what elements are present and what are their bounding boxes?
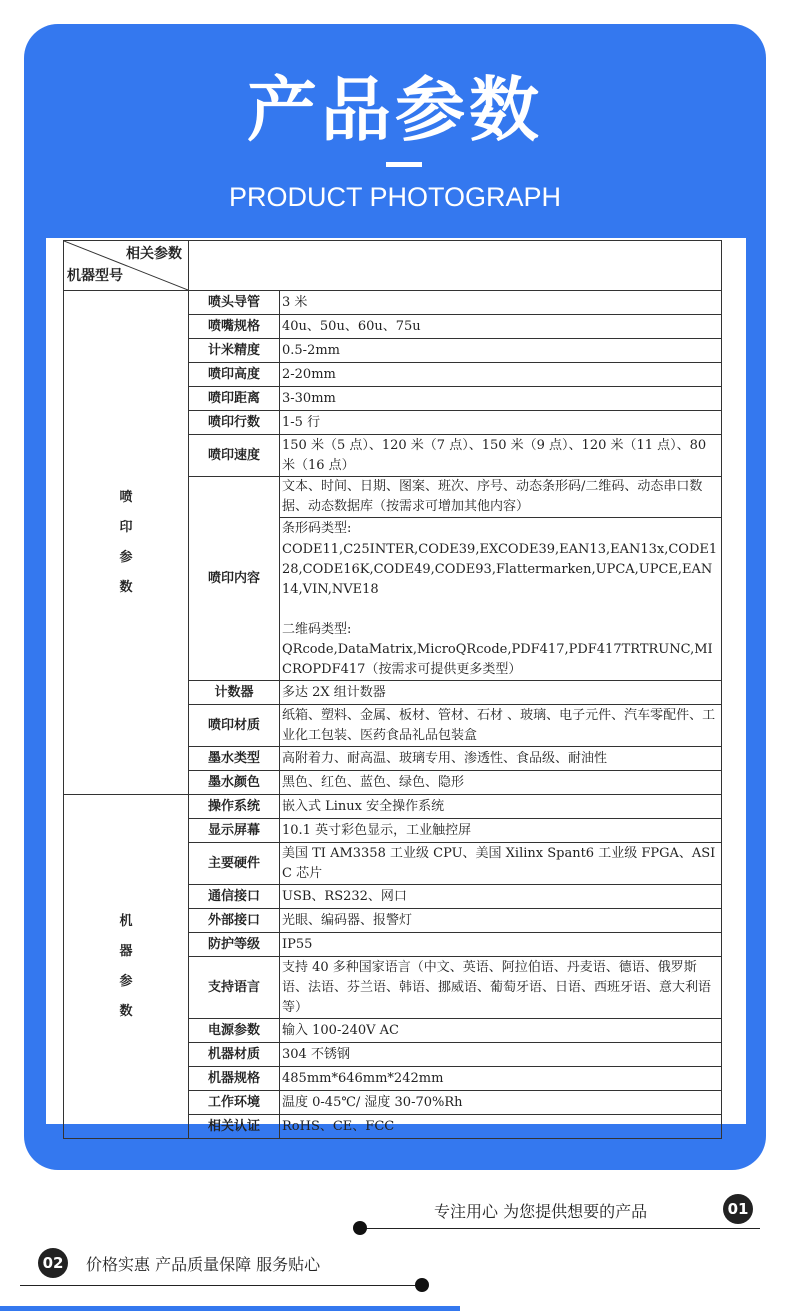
param-name: 机器规格 xyxy=(189,1067,280,1091)
page-subtitle: PRODUCT PHOTOGRAPH xyxy=(228,182,562,212)
param-name: 机器材质 xyxy=(189,1043,280,1067)
group-char: 参 xyxy=(119,973,133,989)
barcode-list: CODE11,C25INTER,CODE39,EXCODE39,EAN13,EAN13x,CODE128,CODE16K,CODE49,CODE93,Flattermarken,UPCA,UPCE,EAN14,VIN,NVE18 xyxy=(282,542,718,597)
param-value: 支持 40 多种国家语言（中文、英语、阿拉伯语、丹麦语、德语、俄罗斯语、法语、芬兰语、韩语、挪威语、葡萄牙语、日语、西班牙语、意大利语等） xyxy=(280,957,722,1019)
group-char: 印 xyxy=(119,519,133,535)
footer-slogan-2: 价格实惠 产品质量保障 服务贴心 xyxy=(86,1255,321,1274)
qr-heading: 二维码类型: xyxy=(282,622,352,637)
param-value: 1-5 行 xyxy=(280,411,722,435)
param-value: 输入 100-240V AC xyxy=(280,1019,722,1043)
param-value: 485mm*646mm*242mm xyxy=(280,1067,722,1091)
param-value: IP55 xyxy=(280,933,722,957)
param-value: 美国 TI AM3358 工业级 CPU、美国 Xilinx Spant6 工业级 FPGA、ASIC 芯片 xyxy=(280,843,722,885)
footer-slogan-1: 专注用心 为您提供想要的产品 xyxy=(434,1202,648,1221)
group-char: 机 xyxy=(119,913,133,929)
qr-list: QRcode,DataMatrix,MicroQRcode,PDF417,PDF417TRTRUNC,MICROPDF417（按需求可提供更多类型） xyxy=(282,642,713,677)
param-value: 304 不锈钢 xyxy=(280,1043,722,1067)
param-value: 黑色、红色、蓝色、绿色、隐形 xyxy=(280,771,722,795)
param-name: 喷印行数 xyxy=(189,411,280,435)
param-name: 通信接口 xyxy=(189,885,280,909)
spacer xyxy=(280,600,721,620)
footer-line-1 xyxy=(360,1228,760,1229)
footer-line-2 xyxy=(20,1285,422,1286)
group-char: 器 xyxy=(119,943,133,959)
param-value: 0.5-2mm xyxy=(280,339,722,363)
barcode-heading: 条形码类型: xyxy=(280,517,721,540)
footer-dot-1 xyxy=(353,1221,367,1235)
corner-bottom-label: 机器型号 xyxy=(67,268,123,284)
param-value: 3 米 xyxy=(280,291,722,315)
param-name: 喷印高度 xyxy=(189,363,280,387)
param-name: 喷头导管 xyxy=(189,291,280,315)
title-divider xyxy=(386,162,422,167)
print-params-group-label xyxy=(66,483,186,603)
param-value: 光眼、编码器、报警灯 xyxy=(280,909,722,933)
table-header-row xyxy=(64,241,722,291)
machine-params-group xyxy=(64,795,189,1139)
param-value: RoHS、CE、FCC xyxy=(280,1115,722,1139)
param-value: 3-30mm xyxy=(280,387,722,411)
param-value: 150 米（5 点）、120 米（7 点）、150 米（9 点）、120 米（11 点）、80 米（16 点） xyxy=(280,435,722,477)
param-value: 2-20mm xyxy=(280,363,722,387)
table-row xyxy=(64,291,722,315)
footer-dot-2 xyxy=(415,1278,429,1292)
badge-01: 01 xyxy=(723,1194,753,1224)
param-name: 喷印材质 xyxy=(189,705,280,747)
corner-top-label: 相关参数 xyxy=(126,246,182,262)
param-name: 喷嘴规格 xyxy=(189,315,280,339)
param-name: 主要硬件 xyxy=(189,843,280,885)
content-types: 文本、时间、日期、图案、班次、序号、动态条形码/二维码、动态串口数据、动态数据库（按需求可增加其他内容） xyxy=(282,479,703,514)
param-value: 纸箱、塑料、金属、板材、管材、石材 、玻璃、电子元件、汽车零配件、工业化工包装、医药食品礼品包装盒 xyxy=(280,705,722,747)
param-value: 多达 2X 组计数器 xyxy=(280,681,722,705)
param-name: 防护等级 xyxy=(189,933,280,957)
param-value: 10.1 英寸彩色显示，工业触控屏 xyxy=(280,819,722,843)
param-name: 显示屏幕 xyxy=(189,819,280,843)
machine-params-group-label xyxy=(66,907,186,1027)
param-value xyxy=(280,477,722,681)
page-title: 产品参数 xyxy=(247,69,543,151)
model-cell xyxy=(189,241,722,291)
param-name: 外部接口 xyxy=(189,909,280,933)
badge-02: 02 xyxy=(38,1248,68,1278)
param-value: USB、RS232、网口 xyxy=(280,885,722,909)
group-char: 数 xyxy=(119,1003,133,1019)
param-name: 操作系统 xyxy=(189,795,280,819)
corner-cell xyxy=(64,241,189,291)
param-value: 40u、50u、60u、75u xyxy=(280,315,722,339)
table-row xyxy=(64,795,722,819)
param-name: 支持语言 xyxy=(189,957,280,1019)
param-value: 嵌入式 Linux 安全操作系统 xyxy=(280,795,722,819)
group-char: 喷 xyxy=(119,489,133,505)
param-value: 高附着力、耐高温、玻璃专用、渗透性、食品级、耐油性 xyxy=(280,747,722,771)
param-name: 相关认证 xyxy=(189,1115,280,1139)
group-char: 数 xyxy=(119,579,133,595)
param-name: 计米精度 xyxy=(189,339,280,363)
param-name: 计数器 xyxy=(189,681,280,705)
bottom-accent-bar xyxy=(0,1306,460,1311)
param-name: 墨水颜色 xyxy=(189,771,280,795)
param-name: 电源参数 xyxy=(189,1019,280,1043)
param-name: 喷印内容 xyxy=(189,477,280,681)
group-char: 参 xyxy=(119,549,133,565)
param-name: 喷印距离 xyxy=(189,387,280,411)
param-name: 墨水类型 xyxy=(189,747,280,771)
param-value: 温度 0-45℃/ 湿度 30-70%Rh xyxy=(280,1091,722,1115)
print-params-group xyxy=(64,291,189,795)
param-name: 喷印速度 xyxy=(189,435,280,477)
param-name: 工作环境 xyxy=(189,1091,280,1115)
spec-table xyxy=(63,240,722,1139)
